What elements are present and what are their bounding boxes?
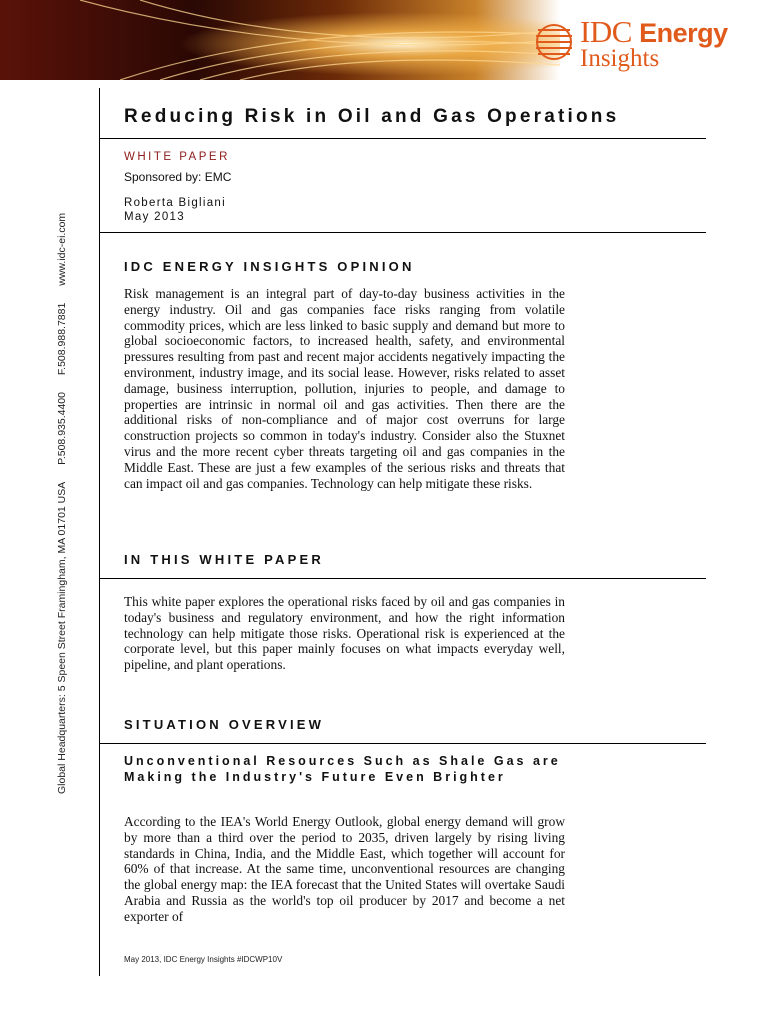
section-heading-opinion: IDC ENERGY INSIGHTS OPINION [124, 259, 415, 274]
document-type-label: WHITE PAPER [124, 151, 230, 163]
page-footer: May 2013, IDC Energy Insights #IDCWP10V [124, 955, 283, 964]
header-banner [0, 0, 768, 80]
situation-paragraph: According to the IEA's World Energy Outlook, global energy demand will grow by more than a third over the period to 2035, driven largely by rising living standards in China, India, and the Middle East, which together will account for 60% of that increase. At the same time, unconventional resources are changing the global energy map: the IEA forecast that the United States will overtake Saudi Arabia and Russia as the world's top oil producer by 2017 and become a net exporter of [124, 814, 565, 924]
sponsor-line: Sponsored by: EMC [124, 170, 232, 184]
sidebar-contact-info [56, 199, 68, 794]
idc-energy-insights-logo [534, 12, 764, 72]
section-heading-in-this-paper: IN THIS WHITE PAPER [124, 552, 324, 567]
logo-circle-icon [534, 14, 578, 70]
logo-wordmark-top: IDC Energy [580, 14, 728, 49]
in-this-paper-paragraph: This white paper explores the operational risks faced by oil and gas companies in today's business and regulatory environment, and how the right information technology can help mitigate those risks. Operational risk is experienced at the corporate level, but this paper mainly focuses on what impacts everyday well, pipeline, and plant operations. [124, 594, 565, 673]
margin-vertical-rule [99, 88, 100, 976]
section-rule-in-this-paper [100, 578, 706, 579]
situation-subheading: Unconventional Resources Such as Shale Gas are Making the Industry's Future Even Brighter [124, 754, 561, 784]
publish-date: May 2013 [124, 211, 185, 223]
logo-wordmark-bottom: Insights [580, 45, 660, 72]
energy-banner-image [0, 0, 560, 80]
header-rule [100, 232, 706, 233]
sidebar-website: www.idc-ei.com [56, 212, 68, 286]
author-name: Roberta Bigliani [124, 197, 226, 209]
section-rule-situation [100, 743, 706, 744]
document-title: Reducing Risk in Oil and Gas Operations [124, 106, 620, 127]
opinion-paragraph: Risk management is an integral part of day-to-day business activities in the energy industry. Oil and gas companies face risks ranging from volatile commodity prices, which are less linked to basic supply and demand but more to global socioeconomic factors, to increased health, safety, and environmental pressures resulting from past and recent major accidents negatively impacting the environment, industry image, and its social lease. However, risks related to asset damage, business interruption, pollution, injuries to people, and damage to properties are intrinsic in normal oil and gas activities. Then there are the additional risks of non-compliance and of major cost overruns for large construction projects so common in today's industry. Consider also the Stuxnet virus and the more recent cyber threats targeting oil and gas companies in the Middle East. These are just a few examples of the serious risks and threats that can impact oil and gas companies. Technology can help mitigate these risks. [124, 286, 565, 491]
section-heading-situation: SITUATION OVERVIEW [124, 717, 325, 732]
sidebar-fax: F.508.988.7881 [56, 302, 68, 376]
sidebar-address: Global Headquarters: 5 Speen Street Framingham, MA 01701 USA [56, 481, 68, 794]
sidebar-phone: P.508.935.4400 [56, 392, 68, 465]
title-rule [100, 138, 706, 139]
